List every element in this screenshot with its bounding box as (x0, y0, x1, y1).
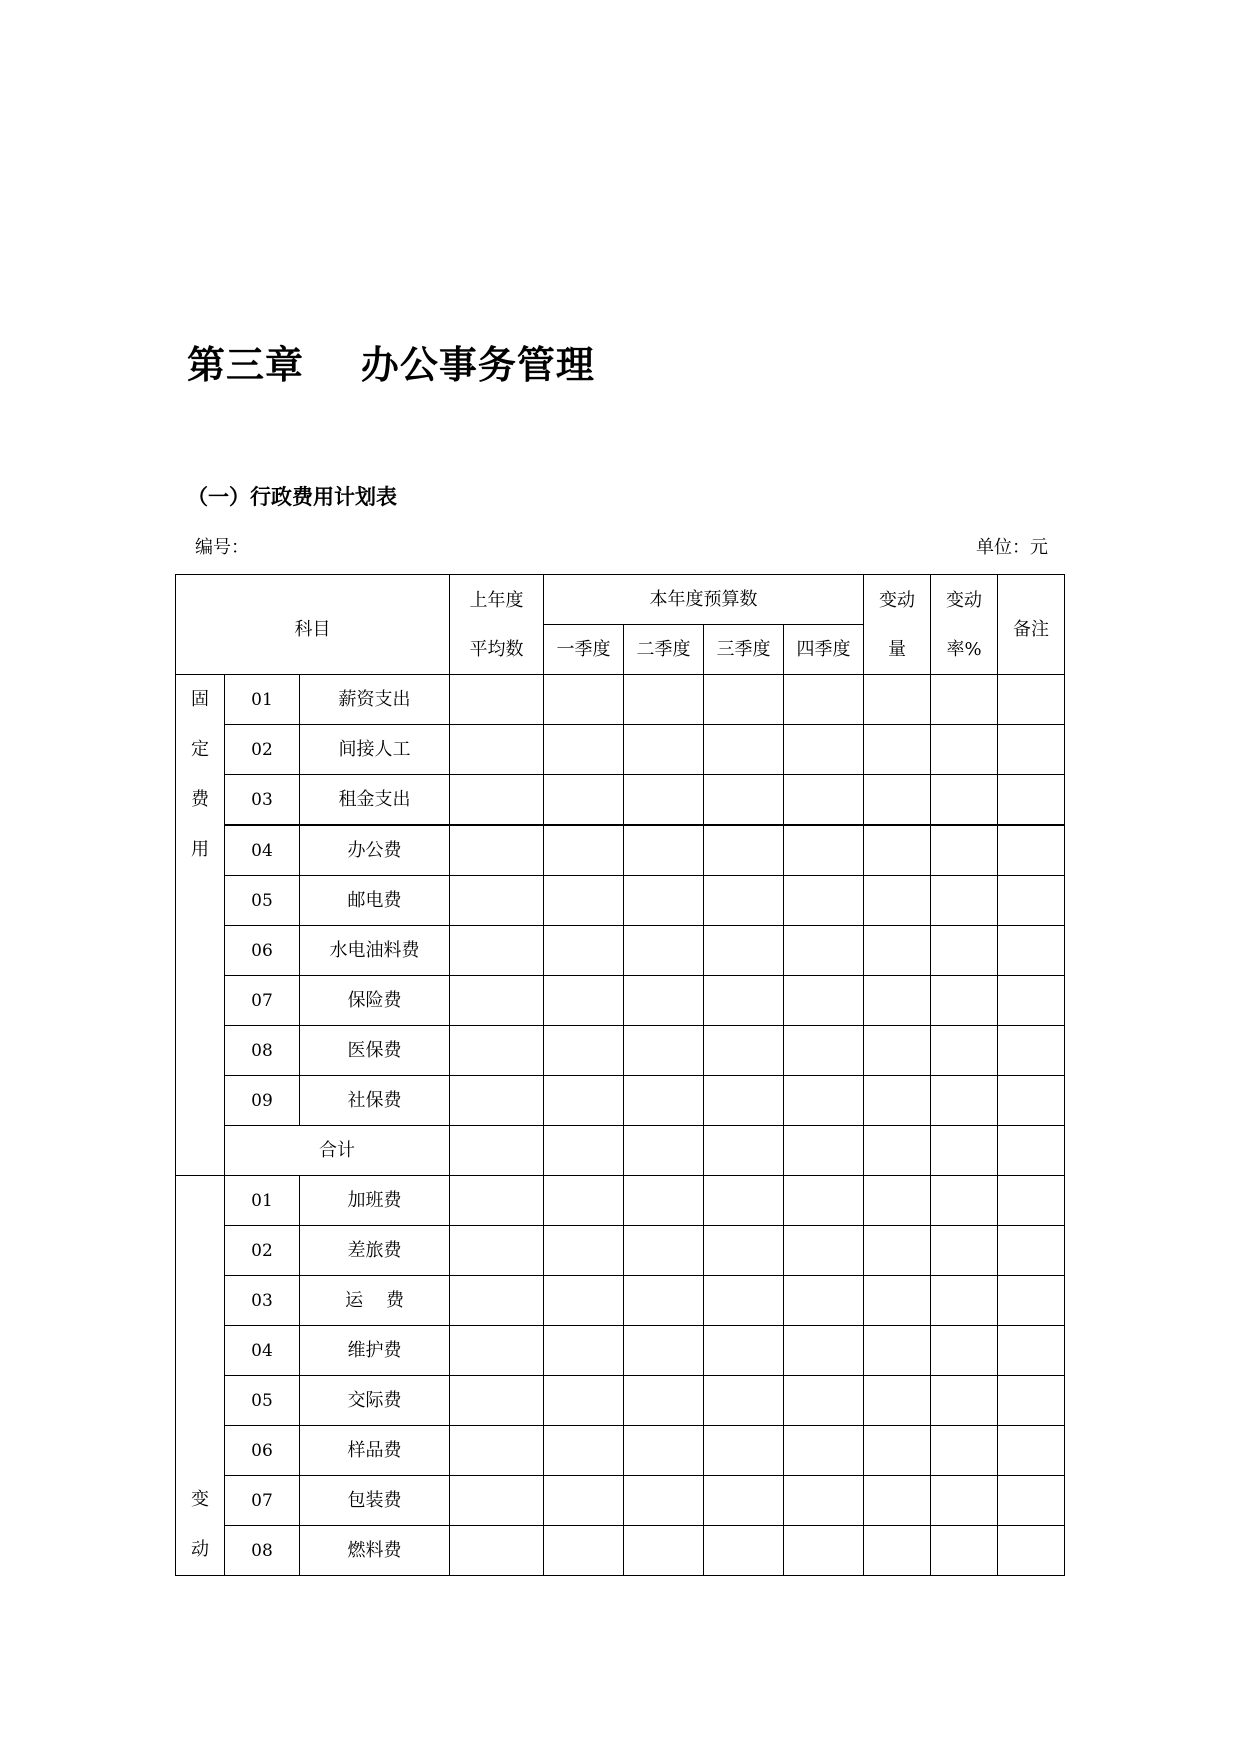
value-cell (784, 1376, 864, 1426)
table-row (176, 1476, 1065, 1526)
variable-category-cell (176, 1176, 225, 1576)
item-code: 05 (225, 1376, 300, 1426)
item-code: 08 (225, 1026, 300, 1076)
value-cell (864, 725, 931, 775)
value-cell (784, 825, 864, 876)
value-cell (931, 1226, 998, 1276)
value-cell (544, 1526, 624, 1576)
value-cell (624, 1376, 704, 1426)
value-cell (784, 725, 864, 775)
value-cell (864, 1026, 931, 1076)
value-cell (864, 976, 931, 1026)
value-cell (931, 1076, 998, 1126)
item-code: 01 (225, 1176, 300, 1226)
value-cell (998, 1126, 1065, 1176)
value-cell (544, 675, 624, 725)
value-cell (544, 1426, 624, 1476)
table-row (176, 1176, 1065, 1226)
category-char: 固 (191, 689, 209, 710)
value-cell (624, 1126, 704, 1176)
value-cell (931, 1326, 998, 1376)
value-cell (624, 1426, 704, 1476)
header-subject-label: 科目 (294, 618, 331, 640)
section-title: （一）行政费用计划表 (187, 484, 397, 509)
value-cell (864, 1426, 931, 1476)
item-code: 01 (225, 675, 300, 725)
value-cell (450, 926, 544, 976)
value-cell (704, 1426, 784, 1476)
item-name: 包装费 (300, 1476, 450, 1526)
value-cell (450, 1026, 544, 1076)
value-cell (931, 1526, 998, 1576)
expense-plan-table (175, 574, 1065, 1576)
value-cell (998, 1476, 1065, 1526)
value-cell (784, 976, 864, 1026)
value-cell (450, 675, 544, 725)
value-cell (704, 1226, 784, 1276)
table-row (176, 876, 1065, 926)
value-cell (704, 725, 784, 775)
header-last-year-line2: 平均数 (469, 638, 524, 660)
value-cell (998, 876, 1065, 926)
value-cell (624, 1476, 704, 1526)
value-cell (704, 926, 784, 976)
value-cell (704, 976, 784, 1026)
subtotal-label: 合计 (225, 1126, 450, 1176)
item-name: 加班费 (300, 1176, 450, 1226)
value-cell (864, 1526, 931, 1576)
value-cell (450, 1476, 544, 1526)
item-name: 办公费 (300, 825, 450, 876)
value-cell (544, 1476, 624, 1526)
value-cell (784, 1126, 864, 1176)
value-cell (864, 1376, 931, 1426)
value-cell (544, 1276, 624, 1326)
item-code: 03 (225, 1276, 300, 1326)
value-cell (624, 1026, 704, 1076)
table-row (176, 976, 1065, 1026)
value-cell (544, 1026, 624, 1076)
table-row (176, 1226, 1065, 1276)
value-cell (450, 1376, 544, 1426)
value-cell (450, 775, 544, 826)
value-cell (998, 1176, 1065, 1226)
value-cell (624, 1326, 704, 1376)
value-cell (784, 1276, 864, 1326)
value-cell (704, 1326, 784, 1376)
value-cell (624, 1226, 704, 1276)
value-cell (931, 1026, 998, 1076)
value-cell (544, 1176, 624, 1226)
value-cell (624, 1526, 704, 1576)
value-cell (931, 1126, 998, 1176)
value-cell (624, 825, 704, 876)
item-code: 06 (225, 926, 300, 976)
item-name: 燃料费 (300, 1526, 450, 1576)
value-cell (544, 1076, 624, 1126)
item-name: 交际费 (300, 1376, 450, 1426)
category-char: 定 (191, 739, 209, 760)
value-cell (450, 1426, 544, 1476)
header-budget: 本年度预算数 (544, 575, 864, 625)
table-row (176, 1026, 1065, 1076)
value-cell (784, 926, 864, 976)
value-cell (624, 926, 704, 976)
header-q1: 一季度 (544, 625, 624, 675)
value-cell (998, 825, 1065, 876)
value-cell (704, 876, 784, 926)
value-cell (544, 1326, 624, 1376)
value-cell (864, 1176, 931, 1226)
item-name: 医保费 (300, 1026, 450, 1076)
item-name: 社保费 (300, 1076, 450, 1126)
value-cell (704, 675, 784, 725)
value-cell (864, 1476, 931, 1526)
value-cell (784, 1026, 864, 1076)
value-cell (784, 1226, 864, 1276)
item-name: 水电油料费 (300, 926, 450, 976)
value-cell (544, 825, 624, 876)
item-name: 租金支出 (300, 775, 450, 826)
value-cell (864, 1276, 931, 1326)
table-row (176, 825, 1065, 876)
unit-label: 单位：元 (976, 537, 1048, 558)
value-cell (544, 876, 624, 926)
item-code: 09 (225, 1076, 300, 1126)
item-name: 间接人工 (300, 725, 450, 775)
value-cell (784, 1526, 864, 1576)
value-cell (704, 1276, 784, 1326)
value-cell (704, 825, 784, 876)
value-cell (864, 1076, 931, 1126)
value-cell (704, 1526, 784, 1576)
value-cell (931, 926, 998, 976)
number-label: 编号： (195, 537, 249, 558)
header-last-year (450, 575, 544, 675)
value-cell (864, 926, 931, 976)
header-q3: 三季度 (704, 625, 784, 675)
value-cell (450, 876, 544, 926)
table-row (176, 725, 1065, 775)
chapter-title: 第三章 办公事务管理 (187, 342, 595, 387)
header-remarks-label: 备注 (1013, 618, 1050, 640)
item-name: 保险费 (300, 976, 450, 1026)
value-cell (998, 1026, 1065, 1076)
item-code: 02 (225, 725, 300, 775)
value-cell (784, 1326, 864, 1376)
value-cell (998, 1326, 1065, 1376)
value-cell (998, 775, 1065, 826)
value-cell (784, 1476, 864, 1526)
variable-expenses-section (176, 1176, 1065, 1576)
item-name: 维护费 (300, 1326, 450, 1376)
value-cell (998, 926, 1065, 976)
value-cell (931, 876, 998, 926)
value-cell (864, 1126, 931, 1176)
item-code: 07 (225, 1476, 300, 1526)
value-cell (544, 775, 624, 826)
item-name: 邮电费 (300, 876, 450, 926)
table-row (176, 775, 1065, 826)
value-cell (931, 1476, 998, 1526)
value-cell (864, 1326, 931, 1376)
value-cell (624, 976, 704, 1026)
item-code: 08 (225, 1526, 300, 1576)
value-cell (624, 775, 704, 826)
fixed-category-cell (176, 675, 225, 1176)
value-cell (450, 1126, 544, 1176)
header-last-year-line1: 上年度 (469, 589, 524, 611)
value-cell (998, 725, 1065, 775)
value-cell (450, 1076, 544, 1126)
value-cell (450, 976, 544, 1026)
value-cell (998, 1426, 1065, 1476)
value-cell (624, 725, 704, 775)
value-cell (998, 976, 1065, 1026)
table-row (176, 1326, 1065, 1376)
header-remarks (998, 575, 1065, 675)
value-cell (784, 876, 864, 926)
value-cell (704, 775, 784, 826)
value-cell (784, 775, 864, 826)
category-char: 费 (191, 789, 209, 810)
value-cell (544, 1226, 624, 1276)
value-cell (931, 675, 998, 725)
value-cell (931, 976, 998, 1026)
header-change-rate-line1: 变动 (946, 589, 983, 611)
value-cell (864, 825, 931, 876)
table-row (176, 926, 1065, 976)
value-cell (704, 1076, 784, 1126)
header-change-amount (864, 575, 931, 675)
item-code: 06 (225, 1426, 300, 1476)
item-code: 02 (225, 1226, 300, 1276)
value-cell (544, 976, 624, 1026)
header-change-amount-line1: 变动 (879, 589, 916, 611)
value-cell (624, 675, 704, 725)
fixed-expenses-section (176, 675, 1065, 1176)
value-cell (931, 825, 998, 876)
value-cell (864, 876, 931, 926)
value-cell (998, 675, 1065, 725)
value-cell (624, 876, 704, 926)
item-code: 04 (225, 1326, 300, 1376)
value-cell (998, 1526, 1065, 1576)
table-row (176, 675, 1065, 725)
item-code: 04 (225, 825, 300, 876)
subtotal-row (176, 1126, 1065, 1176)
value-cell (544, 1376, 624, 1426)
header-subject (176, 575, 450, 675)
item-name: 样品费 (300, 1426, 450, 1476)
value-cell (998, 1226, 1065, 1276)
value-cell (998, 1376, 1065, 1426)
value-cell (784, 1176, 864, 1226)
value-cell (450, 1276, 544, 1326)
value-cell (544, 926, 624, 976)
item-name: 差旅费 (300, 1226, 450, 1276)
value-cell (784, 1076, 864, 1126)
value-cell (450, 1226, 544, 1276)
value-cell (784, 675, 864, 725)
header-change-amount-line2: 量 (888, 638, 907, 660)
value-cell (450, 725, 544, 775)
category-char: 用 (191, 839, 209, 860)
value-cell (931, 775, 998, 826)
value-cell (864, 775, 931, 826)
value-cell (624, 1076, 704, 1126)
value-cell (544, 725, 624, 775)
table-row (176, 1526, 1065, 1576)
value-cell (704, 1376, 784, 1426)
table-row (176, 1076, 1065, 1126)
category-char: 动 (191, 1539, 209, 1560)
header-q4: 四季度 (784, 625, 864, 675)
value-cell (450, 1176, 544, 1226)
item-name: 薪资支出 (300, 675, 450, 725)
table-row (176, 1376, 1065, 1426)
item-code: 03 (225, 775, 300, 826)
value-cell (998, 1076, 1065, 1126)
value-cell (931, 1376, 998, 1426)
value-cell (998, 1276, 1065, 1326)
value-cell (704, 1126, 784, 1176)
value-cell (864, 1226, 931, 1276)
value-cell (931, 1426, 998, 1476)
table-row (176, 1426, 1065, 1476)
header-change-rate (931, 575, 998, 675)
value-cell (704, 1026, 784, 1076)
value-cell (544, 1126, 624, 1176)
value-cell (784, 1426, 864, 1476)
value-cell (450, 1526, 544, 1576)
value-cell (704, 1176, 784, 1226)
value-cell (931, 1176, 998, 1226)
value-cell (450, 1326, 544, 1376)
value-cell (624, 1276, 704, 1326)
value-cell (931, 725, 998, 775)
header-change-rate-line2: 率% (946, 638, 982, 660)
item-code: 07 (225, 976, 300, 1026)
item-name: 运 费 (300, 1276, 450, 1326)
value-cell (450, 825, 544, 876)
value-cell (864, 675, 931, 725)
value-cell (931, 1276, 998, 1326)
header-q2: 二季度 (624, 625, 704, 675)
table-row (176, 1276, 1065, 1326)
value-cell (624, 1176, 704, 1226)
item-code: 05 (225, 876, 300, 926)
value-cell (704, 1476, 784, 1526)
category-char: 变 (191, 1489, 209, 1510)
